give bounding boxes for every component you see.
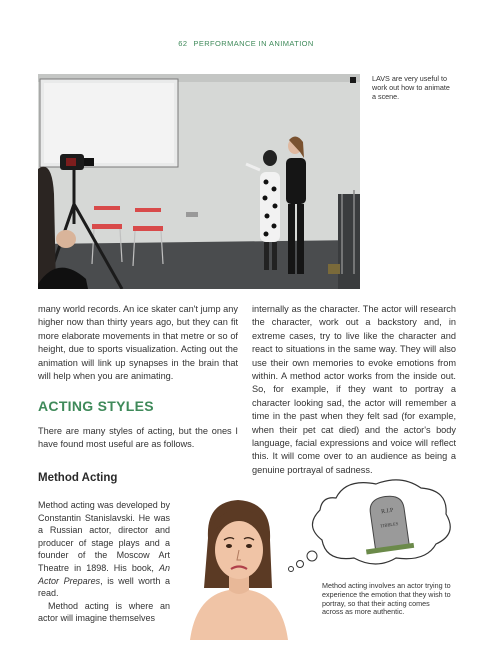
subheading-method-acting: Method Acting: [38, 472, 118, 484]
photo-scene: [38, 74, 360, 289]
photo-caption: LAVS are very useful to work out how to animate a scene.: [372, 74, 450, 101]
acting-styles-intro: [38, 425, 238, 452]
running-header: [0, 39, 492, 48]
thought-bubble-dot: [307, 551, 317, 561]
tombstone-rip: R.I.P: [380, 507, 394, 516]
chapter-title: PERFORMANCE IN ANIMATION: [193, 39, 314, 48]
paragraph-method-internal: internally as the character. The actor will research the character, work out a backstory and, in extreme cases, try to live like the character and react to situations in the same way. They will also use their own memories to evoke emotions from within. A method actor works from the inside out. So, for example, if they want to portray a character looking sad, the actor will remember a time in the past when they felt sad (for example, when their pet cat died) and the actor's body language, facial expressions and voice will reflect this. It will come over to an audience as being a genuine portrayal of sadness.: [252, 304, 456, 475]
stanislavski-text-pre: Method acting was developed by Constantin Stanislavski. He was a Russian actor, director and producer of stage plays and a founder of the Moscow Art Theatre in 1898. His book,: [38, 500, 170, 573]
paragraph-acting-styles: There are many styles of acting, but the ones I have found most useful are as follows.: [38, 426, 238, 450]
page-number: 62: [178, 39, 188, 48]
shoulders: [190, 590, 288, 640]
body-column-right: [252, 303, 456, 477]
section-heading-acting-styles: ACTING STYLES: [38, 398, 154, 414]
paragraph-world-records: many world records. An ice skater can't jump any higher now than thirty years ago, but they can fit more elaborate movements in that metre or so of height, due to sports visualization. Acting out the animation will link up synapses in the brain that will help when you are animating.: [38, 304, 238, 382]
eye: [246, 544, 252, 548]
method-acting-text: [38, 499, 170, 625]
thought-bubble-dot: [289, 567, 294, 572]
stanislavski-text-post: , is well worth a read.: [38, 575, 170, 599]
classroom-photo: [38, 74, 360, 289]
eye: [226, 544, 232, 548]
illustration-caption: Method acting involves an actor trying to experience the emotion that they wish to portray, so that their acting comes across as more authentic.: [322, 581, 451, 617]
thought-bubble-dot: [297, 561, 304, 568]
book-title: An Actor Prepares: [38, 562, 170, 586]
paragraph-stanislavski: [38, 499, 170, 600]
woman-figure: [190, 500, 288, 640]
paragraph-method-imagine: Method acting is where an actor will imagine themselves: [38, 600, 170, 624]
tombstone-name: TIBBLES: [379, 521, 399, 529]
body-column-left: [38, 303, 238, 383]
